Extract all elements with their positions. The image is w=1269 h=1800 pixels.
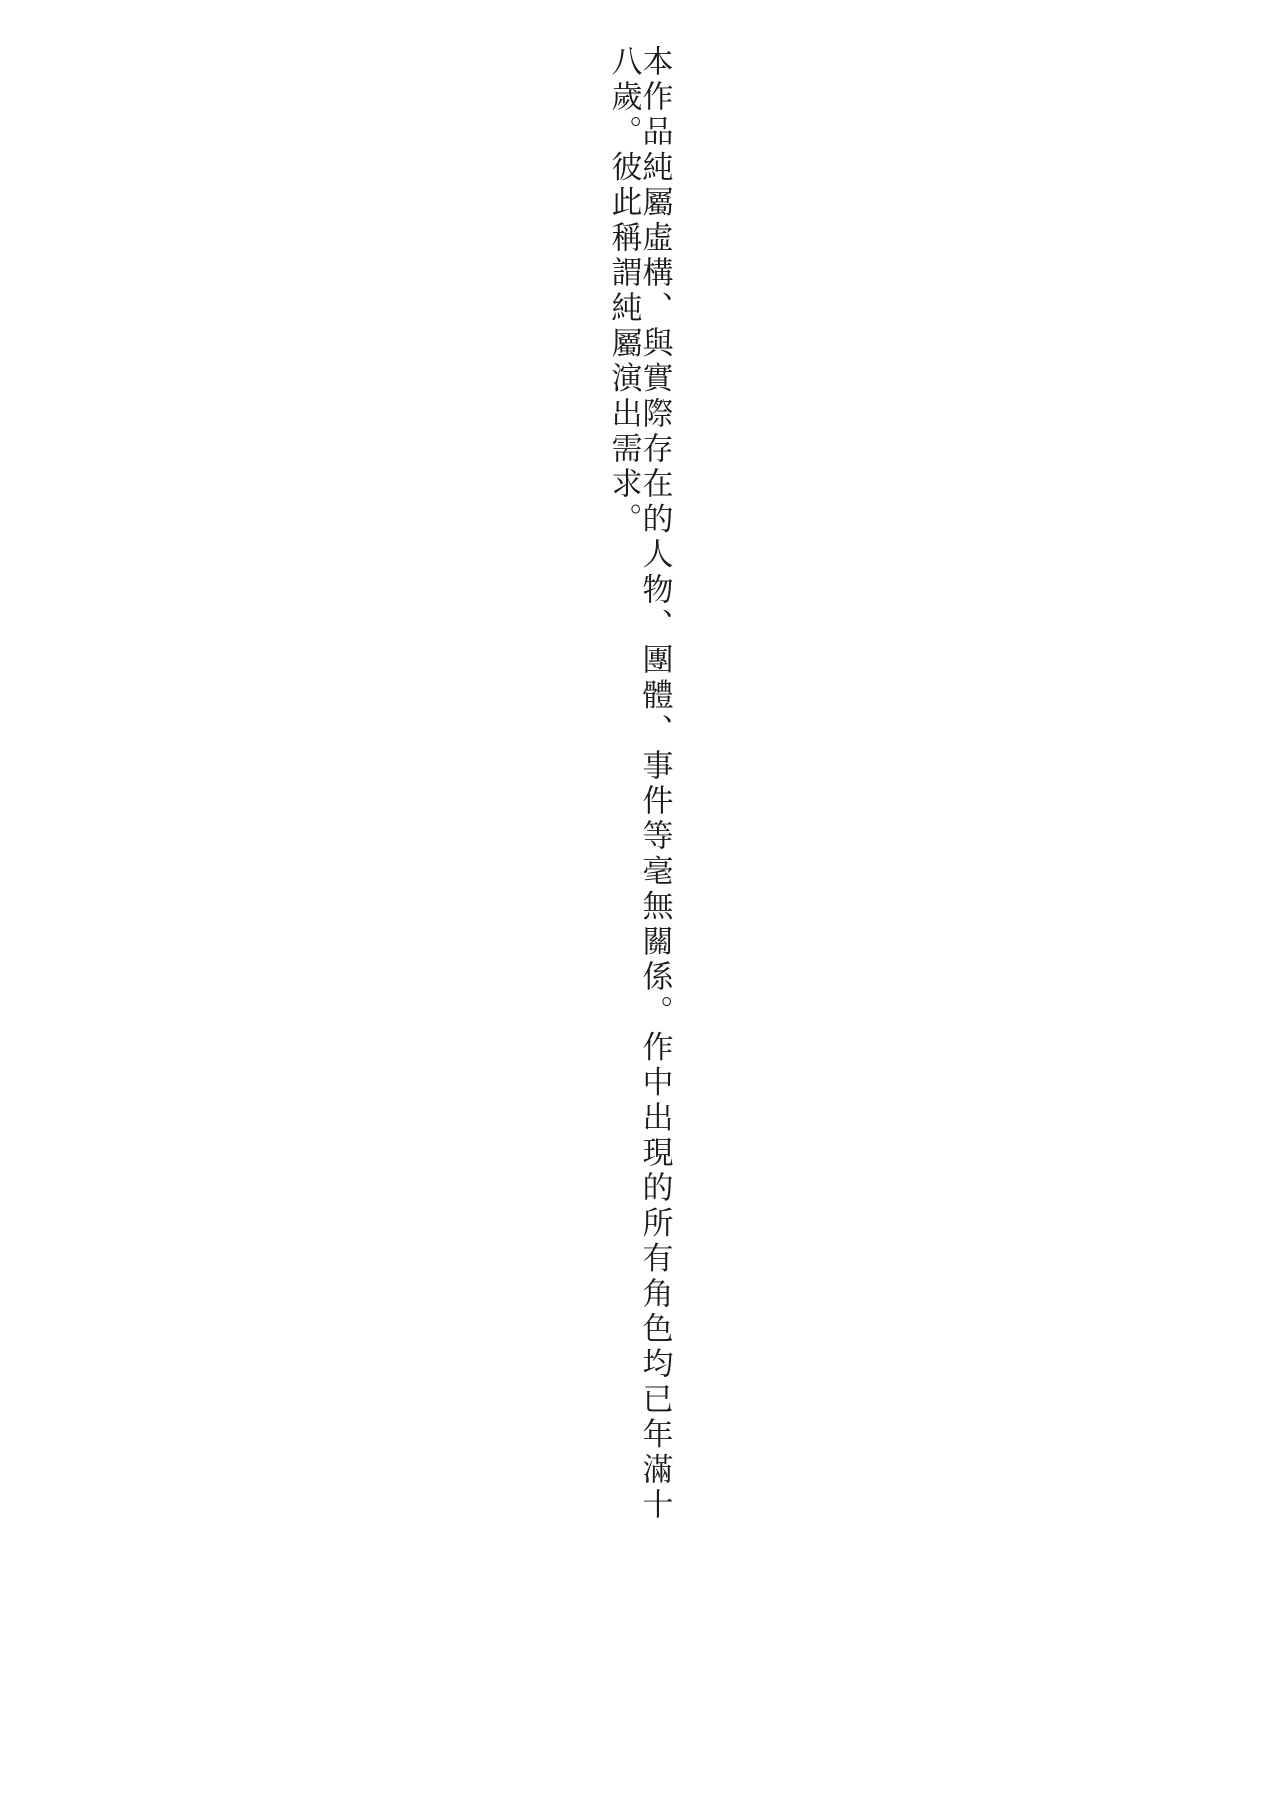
disclaimer-text: 本作品純屬虛構、與實際存在的人物、團體、事件等毫無關係。作中出現的所有角色均已年滿十八歲。彼此稱謂純屬演出需求。	[605, 45, 673, 1524]
disclaimer-container	[0, 45, 1269, 1565]
